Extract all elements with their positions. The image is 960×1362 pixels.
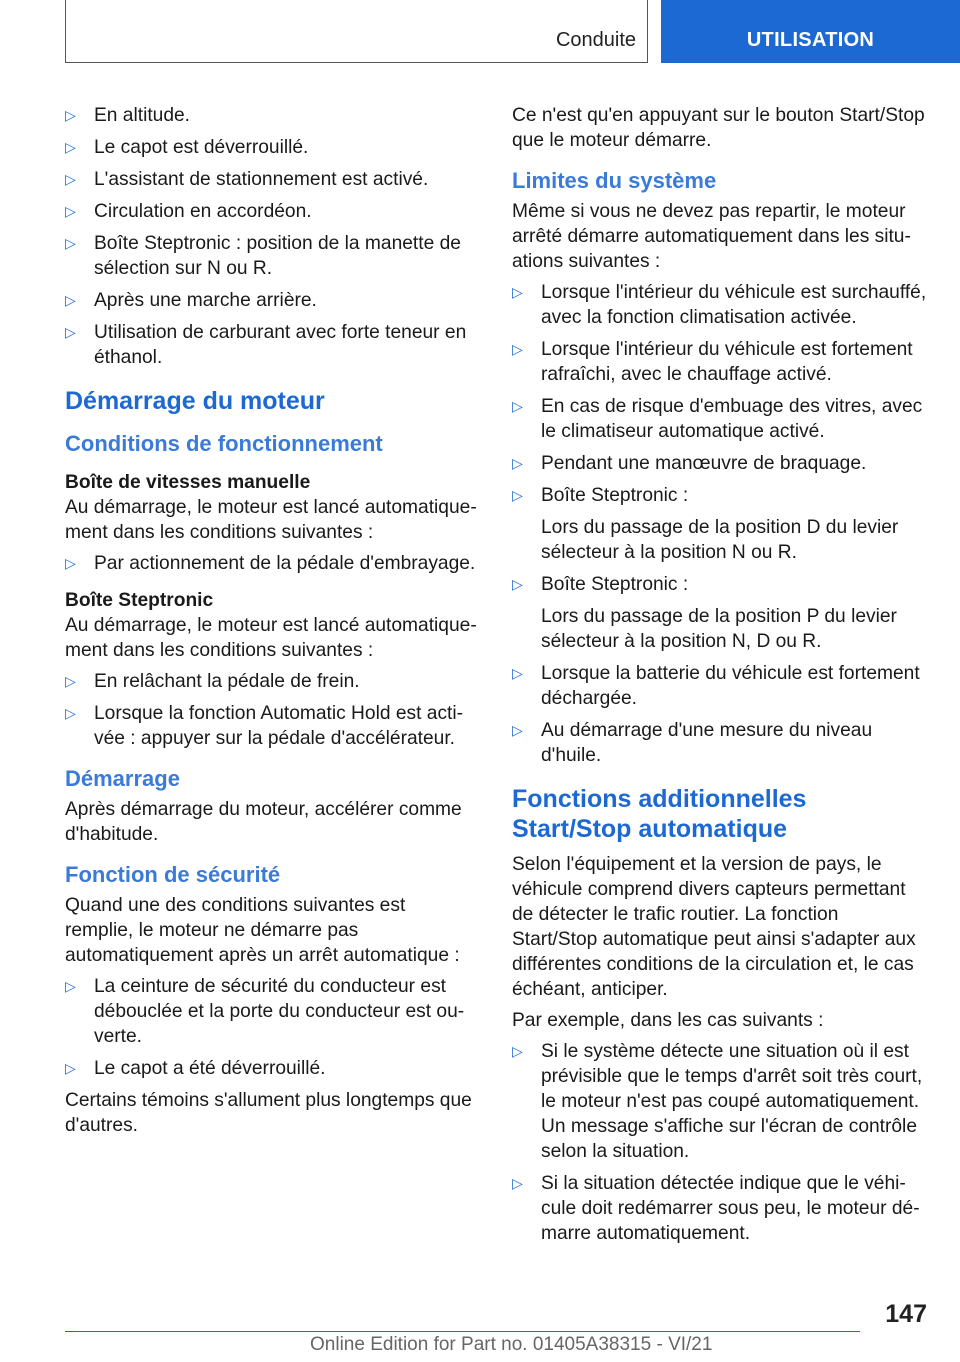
bullet-triangle-icon: ▷ <box>65 139 76 155</box>
bullet-text: Pendant une manœuvre de braquage. <box>541 453 867 474</box>
bullet-item <box>512 661 928 711</box>
bullet-text: Boîte Steptronic : <box>541 485 689 506</box>
bullet-triangle-icon: ▷ <box>512 455 523 471</box>
bullet-text: Circulation en accordéon. <box>94 201 312 222</box>
section-heading: Fonctions additionnelles Start/Stop automatique <box>512 785 807 843</box>
bullet-triangle-icon: ▷ <box>512 284 523 300</box>
bullet-triangle-icon: ▷ <box>65 1060 76 1076</box>
bullet-item <box>65 231 477 281</box>
bullet-triangle-icon: ▷ <box>512 487 523 503</box>
minor-heading: Boîte de vitesses manuelle <box>65 472 311 493</box>
bullet-triangle-icon: ▷ <box>65 324 76 340</box>
bullet-item <box>65 701 477 751</box>
bullet-triangle-icon: ▷ <box>65 203 76 219</box>
subsection-heading: Limites du système <box>512 168 717 193</box>
bullet-item <box>65 288 477 313</box>
bullet-triangle-icon: ▷ <box>512 1175 523 1191</box>
bullet-text: En altitude. <box>94 105 191 126</box>
bullet-item <box>512 1039 928 1164</box>
bullet-item <box>65 199 477 224</box>
bullet-item <box>65 974 477 1049</box>
bullet-item <box>512 451 928 476</box>
bullet-text: Utilisation de carburant avec forte teneur en éthanol. <box>94 322 467 368</box>
bullet-item <box>65 1056 477 1081</box>
bullet-text: La ceinture de sécurité du conducteur est débouclée et la porte du conducteur est ouverte. <box>94 976 465 1047</box>
paragraph: Selon l'équipement et la version de pays, le véhicule comprend divers capteurs permettant de détecter le trafic routier. La fonction Start/Stop automatique peut ainsi s'adapter aux différentes conditions de la circulation et, le cas échéant, anticiper. <box>512 854 916 1000</box>
bullet-item <box>65 103 477 128</box>
paragraph: Quand une des conditions suivantes est remplie, le moteur ne démarre pas automatiquement après un arrêt automatique : <box>65 895 460 966</box>
bullet-item <box>65 135 477 160</box>
bullet-triangle-icon: ▷ <box>512 1043 523 1059</box>
right-column <box>512 103 928 1253</box>
bullet-triangle-icon: ▷ <box>512 576 523 592</box>
bullet-triangle-icon: ▷ <box>512 398 523 414</box>
bullet-item <box>65 551 477 576</box>
bullet-triangle-icon: ▷ <box>65 978 76 994</box>
subsection-heading: Fonction de sécurité <box>65 862 281 887</box>
header-section-title: Conduite <box>555 29 636 51</box>
bullet-text: Lorsque l'intérieur du véhicule est surchauffé, avec la fonction climatisation activée. <box>541 282 927 328</box>
bullet-text: Après une marche arrière. <box>94 290 317 311</box>
bullet-item <box>65 669 477 694</box>
left-column <box>65 103 477 1144</box>
bullet-text: L'assistant de stationnement est activé. <box>94 169 429 190</box>
bullet-text: Par actionnement de la pédale d'embrayage. <box>94 553 476 574</box>
bullet-text: En relâchant la pédale de frein. <box>94 671 360 692</box>
bullet-text: Si le système détecte une situation où il est prévisible que le temps d'arrêt soit très court, le moteur n'est pas coupé automatiquement. Un message s'affiche sur l'écran de contrôle selon la situation. <box>541 1041 923 1162</box>
section-heading: Démarrage du moteur <box>65 387 325 415</box>
bullet-text: En cas de risque d'embuage des vitres, avec le climatiseur automatique activé. <box>541 396 923 442</box>
bullet-item <box>512 1171 928 1246</box>
paragraph: Certains témoins s'allument plus longtemps que d'autres. <box>65 1090 472 1136</box>
bullet-text: Si la situation détectée indique que le véhicule doit redémarrer sous peu, le moteur démarre automatiquement. <box>541 1173 920 1244</box>
bullet-triangle-icon: ▷ <box>65 171 76 187</box>
bullet-item <box>65 320 477 370</box>
header-chapter-tab: UTILISATION <box>661 0 960 63</box>
page-number: 147 <box>885 1300 927 1328</box>
bullet-item <box>512 337 928 387</box>
bullet-triangle-icon: ▷ <box>65 107 76 123</box>
paragraph: Après démarrage du moteur, accélérer comme d'habitude. <box>65 799 462 845</box>
footer-edition-note: Online Edition for Part no. 01405A38315 - VI/21 <box>310 1334 713 1355</box>
paragraph: Ce n'est qu'en appuyant sur le bouton Start/Stop que le moteur démarre. <box>512 105 925 151</box>
bullet-triangle-icon: ▷ <box>65 235 76 251</box>
bullet-text: Le capot est déverrouillé. <box>94 137 309 158</box>
paragraph: Au démarrage, le moteur est lancé automatiquement dans les conditions suivantes : <box>65 615 477 661</box>
bullet-text: Lorsque la batterie du véhicule est fortement déchargée. <box>541 663 920 709</box>
bullet-triangle-icon: ▷ <box>65 292 76 308</box>
bullet-item <box>512 718 928 768</box>
subsection-heading: Démarrage <box>65 766 180 791</box>
bullet-item <box>65 167 477 192</box>
bullet-item <box>512 280 928 330</box>
bullet-text: Boîte Steptronic : position de la manette de sélection sur N ou R. <box>94 233 461 279</box>
bullet-text: Lorsque la fonction Automatic Hold est activée : appuyer sur la pédale d'accélérateur. <box>94 703 464 749</box>
indented-paragraph: Lors du passage de la position P du levier sélecteur à la position N, D ou R. <box>541 606 897 652</box>
minor-heading: Boîte Steptronic <box>65 590 214 611</box>
indented-paragraph: Lors du passage de la position D du levier sélecteur à la position N ou R. <box>541 517 899 563</box>
paragraph: Même si vous ne devez pas repartir, le moteur arrêté démarre automatiquement dans les situations suivantes : <box>512 201 911 272</box>
bullet-text: Au démarrage d'une mesure du niveau d'huile. <box>541 720 873 766</box>
footer-divider <box>65 1331 860 1332</box>
bullet-item <box>512 572 928 597</box>
bullet-text: Boîte Steptronic : <box>541 574 689 595</box>
paragraph: Par exemple, dans les cas suivants : <box>512 1010 824 1031</box>
bullet-item <box>512 483 928 508</box>
bullet-triangle-icon: ▷ <box>512 341 523 357</box>
bullet-triangle-icon: ▷ <box>65 555 76 571</box>
subsection-heading: Conditions de fonctionnement <box>65 431 383 456</box>
bullet-triangle-icon: ▷ <box>512 665 523 681</box>
bullet-triangle-icon: ▷ <box>65 673 76 689</box>
bullet-text: Lorsque l'intérieur du véhicule est fortement rafraîchi, avec le chauffage activé. <box>541 339 913 385</box>
bullet-item <box>512 394 928 444</box>
bullet-triangle-icon: ▷ <box>65 705 76 721</box>
bullet-triangle-icon: ▷ <box>512 722 523 738</box>
bullet-text: Le capot a été déverrouillé. <box>94 1058 326 1079</box>
paragraph: Au démarrage, le moteur est lancé automatiquement dans les conditions suivantes : <box>65 497 477 543</box>
